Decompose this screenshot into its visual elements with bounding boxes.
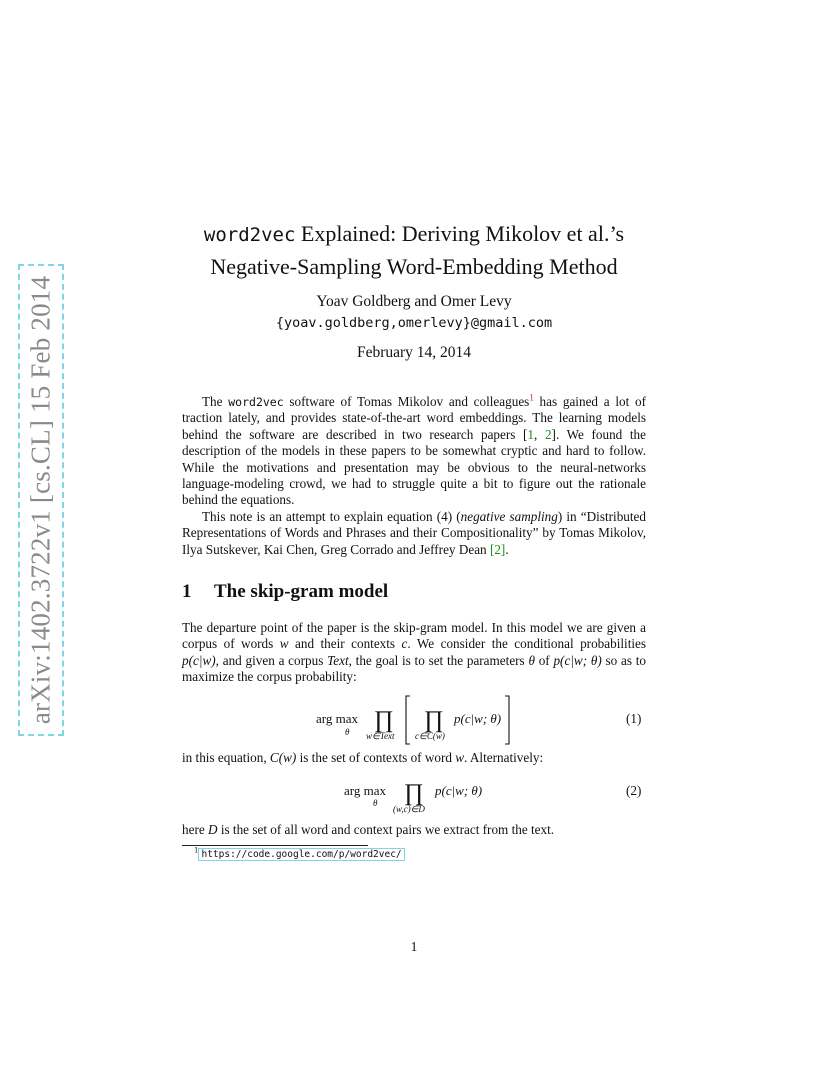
eq2-product-sub: (w,c)∈D — [393, 804, 425, 814]
eq2-term: p(c|w; θ) — [435, 783, 483, 798]
eq1-outer-product: ∏ — [374, 707, 394, 733]
math-var: w — [455, 750, 465, 765]
paper-title — [150, 218, 678, 282]
text-run: in this equation, — [182, 750, 270, 765]
title-line1-rest: Explained: Deriving Mikolov et al.’s — [295, 221, 625, 246]
cite-separator: , — [534, 426, 545, 442]
section-title: The skip-gram model — [214, 581, 389, 602]
eq1-term: p(c|w; θ) — [454, 711, 502, 726]
text-run: . Alternatively: — [464, 750, 544, 765]
eq1-outer-sub: w∈Text — [366, 731, 395, 741]
text-run: here — [182, 822, 208, 837]
author-names: Yoav Goldberg and Omer Levy — [316, 293, 512, 310]
text-run: has gained a lot of traction lately, and provides state-of-the-art word embeddings. The learning models behind the software are described in two research papers — [182, 394, 646, 442]
eq1-argmax: arg max — [316, 711, 358, 726]
equation-2-number: (2) — [626, 783, 642, 798]
arxiv-identifier: arXiv:1402.3722v1 [cs.CL] 15 Feb 2014 — [25, 275, 56, 725]
math-expr: p(c|w) — [182, 652, 216, 668]
eq1-right-bracket — [505, 696, 509, 744]
arxiv-stamp-link[interactable] — [18, 264, 64, 736]
title-code-word: word2vec — [203, 224, 296, 246]
section-heading — [182, 580, 388, 604]
eq2-argmax: arg max — [344, 783, 386, 798]
text-run: , the goal is to set the parameters — [348, 652, 529, 668]
text-run: is the set of all word and context pairs we extract from the text. — [217, 822, 555, 837]
footnote-ref-1[interactable]: 1 — [529, 392, 534, 403]
text-run: . We consider the conditional probabilities — [407, 636, 647, 652]
equation-2 — [330, 772, 500, 816]
text-run: and their contexts — [288, 636, 402, 652]
text-run: of — [534, 652, 554, 668]
eq1-inner-sub: c∈C(w) — [415, 731, 445, 741]
text-run: ) in “Distributed Representations of Words and Phrases and their Compositionality” by Tomas Mikolov, Ilya Sutskever, Kai Chen, Greg Corrado and Jeffrey Dean — [182, 508, 646, 557]
cite-bracket: [ — [523, 426, 528, 442]
text-run: , and given a corpus — [215, 652, 328, 668]
eq2-argmax-sub: θ — [373, 798, 378, 808]
author-email-text: {yoav.goldberg,omerlevy}@gmail.com — [275, 315, 553, 331]
text-run: is the set of contexts of word — [296, 750, 456, 765]
math-expr: p(c|w; θ) — [553, 652, 602, 668]
title-line2: Negative-Sampling Word-Embedding Method — [210, 254, 618, 279]
text-run: software of Tomas Mikolov and colleagues — [283, 394, 530, 409]
footnote-divider — [182, 845, 368, 846]
citation-1-link[interactable]: 1 — [527, 426, 535, 442]
body-paragraph-1 — [182, 620, 646, 686]
text-run: . — [505, 541, 509, 557]
text-run: . We found the description of the models in these papers to be somewhat cryptic and hard to follow. While the motivations and presentation may be obvious to the neural-networks language-modeling crowd, we had to struggle quite a bit to figure out the rationale behind the equations. — [182, 426, 646, 508]
eq2-product: ∏ — [404, 780, 424, 806]
footnote-1 — [194, 848, 405, 861]
math-expr: C(w) — [269, 750, 297, 765]
equation-1 — [300, 692, 530, 748]
paper-date: February 14, 2014 — [356, 344, 472, 361]
intro-paragraph-1 — [182, 394, 646, 509]
citation-2-link[interactable]: 2 — [544, 426, 552, 442]
page-number: 1 — [410, 939, 418, 954]
text-run: so as to maximize the corpus probability: — [182, 652, 646, 685]
intro-abstract — [182, 394, 646, 558]
emphasis: negative sampling — [460, 508, 558, 524]
math-var: θ — [528, 652, 535, 668]
body-paragraph-2 — [182, 750, 646, 766]
equation-1-number: (1) — [626, 711, 642, 726]
body-paragraph-3 — [182, 822, 646, 838]
section-number: 1 — [182, 581, 192, 602]
eq1-left-bracket — [406, 696, 410, 744]
eq1-inner-product: ∏ — [424, 707, 444, 733]
eq1-argmax-sub: θ — [345, 727, 350, 737]
text-run: The departure point of the paper is the skip-gram model. In this model we are given a corpus of words — [182, 620, 646, 652]
footnote-url-link[interactable]: https://code.google.com/p/word2vec/ — [198, 848, 404, 861]
math-var: Text — [327, 652, 349, 668]
intro-paragraph-2 — [182, 509, 646, 558]
footnote-number: 1 — [194, 846, 199, 855]
text-run: The — [202, 394, 229, 409]
cite-bracket: ] — [551, 426, 556, 442]
inline-code: word2vec — [228, 395, 284, 409]
math-var: D — [208, 822, 218, 837]
citation-2b-link[interactable]: [2] — [489, 541, 506, 557]
text-run: This note is an attempt to explain equation (4) ( — [202, 508, 461, 524]
author-emails — [150, 313, 678, 333]
math-var: c — [401, 636, 408, 652]
math-var: w — [279, 636, 289, 652]
